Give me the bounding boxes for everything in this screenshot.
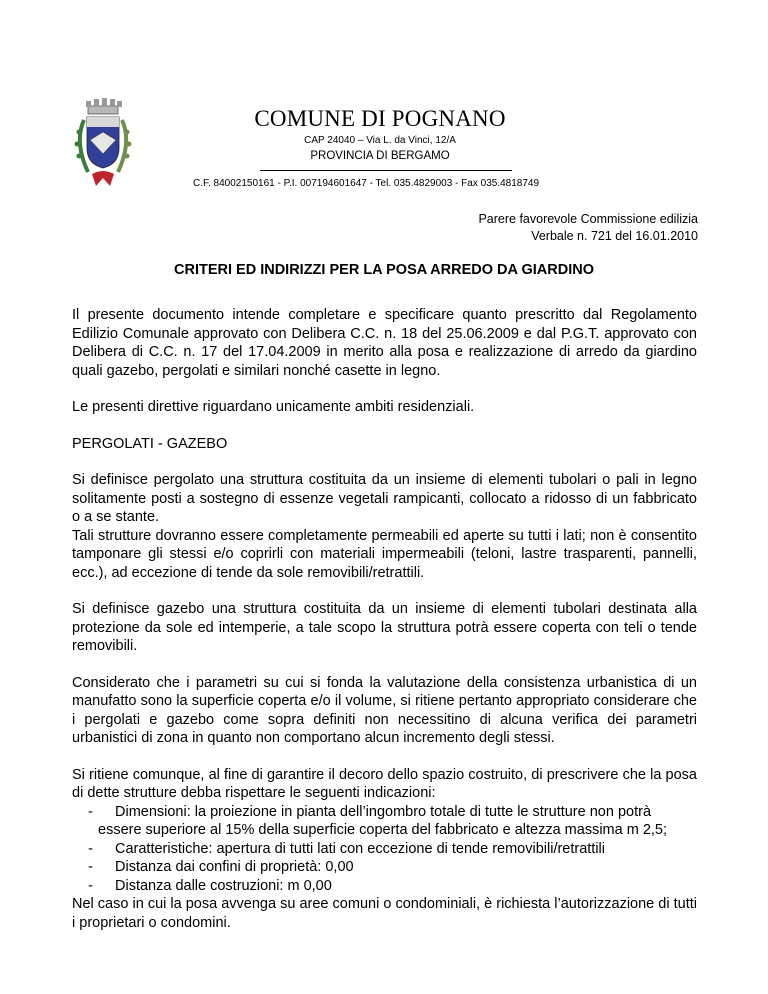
list-item bbox=[72, 803, 697, 822]
approval-note bbox=[478, 211, 698, 245]
list-item bbox=[72, 840, 697, 859]
pergolato-rules: Tali strutture dovranno essere completamente permeabili ed aperte su tutti i lati; non è consentito tamponare gli stessi e/o coprirli con materiali impermeabili (teloni, lastre trasparenti, pannelli, ecc.), ad eccezione di tende da sole removibili/retrattili. bbox=[72, 527, 697, 581]
list-item bbox=[72, 877, 697, 896]
list-bullet: - bbox=[88, 859, 93, 875]
document-body bbox=[72, 285, 697, 932]
municipality-address: CAP 24040 – Via L. da Vinci, 12/A bbox=[304, 135, 456, 146]
list-item-text: Caratteristiche: apertura di tutti lati con eccezione di tende removibili/retrattili bbox=[115, 840, 606, 857]
list-bullet: - bbox=[88, 877, 93, 894]
approval-line-2: Verbale n. 721 del 16.01.2010 bbox=[531, 229, 698, 243]
pergolato-definition: Si definisce pergolato una struttura costituita da un insieme di elementi tubolari o pali in legno solitamente posti a sostegno di essenze vegetali rampicanti, collocato a ridosso di un fabbricato o a se stante. bbox=[72, 472, 697, 525]
document-heading: CRITERI ED INDIRIZZI PER LA POSA ARREDO DA GIARDINO bbox=[174, 262, 594, 278]
approval-line-1: Parere favorevole Commissione edilizia bbox=[478, 212, 698, 226]
gazebo-definition: Si definisce gazebo una struttura costituita da un insieme di elementi tubolari destinata alla protezione da sole ed intemperie, a tale scopo la struttura potrà essere coperta con teli o tende removibili. bbox=[72, 601, 697, 654]
ritiene-paragraph: Si ritiene comunque, al fine di garantire il decoro dello spazio costruito, di prescrivere che la posa di dette strutture debba rispettare le seguenti indicazioni: bbox=[72, 766, 697, 801]
section-title: PERGOLATI - GAZEBO bbox=[72, 435, 228, 452]
province-name: PROVINCIA DI BERGAMO bbox=[310, 150, 450, 162]
list-bullet: - bbox=[88, 840, 93, 857]
list-bullet: - bbox=[88, 803, 93, 820]
header-divider bbox=[260, 170, 512, 171]
scope-paragraph: Le presenti direttive riguardano unicamente ambiti residenziali. bbox=[72, 399, 475, 415]
coat-of-arms-icon bbox=[70, 98, 136, 190]
closing-paragraph: Nel caso in cui la posa avvenga su aree comuni o condominiali, è richiesta l’autorizzazione di tutti i proprietari o condomini. bbox=[72, 896, 697, 931]
list-item-text: Distanza dai confini di proprietà: 0,00 bbox=[115, 859, 354, 875]
fiscal-info: C.F. 84002150161 - P.I. 007194601647 - Tel. 035.4829003 - Fax 035.4818749 bbox=[193, 178, 540, 189]
list-item-text: Dimensioni: la proiezione in pianta dell’ingombro totale di tutte le strutture non potrà bbox=[115, 803, 652, 820]
intro-paragraph: Il presente documento intende completare e specificare quanto prescritto dal Regolamento Edilizio Comunale approvato con Delibera C.C. n. 18 del 25.06.2009 e dal P.G.T. approvato con Delibera di C.C. n. 17 del 17.04.2009 in merito alla posa e realizzazione di arredo da giardino quali gazebo, pergolati e similari nonché casette in legno. bbox=[72, 307, 697, 379]
considerato-paragraph: Considerato che i parametri su cui si fonda la valutazione della consistenza urbanistica di un manufatto sono la superficie coperta e/o il volume, si ritiene pertanto appropriato considerare che i pergolati e gazebo come sopra definiti non necessitino di alcuna verifica dei parametri urbanistici di zona in quanto non comportano alcun incremento degli stessi. bbox=[72, 674, 697, 746]
list-item bbox=[72, 858, 697, 877]
list-item-continuation: essere superiore al 15% della superficie coperta del fabbricato e altezza massima m 2,5; bbox=[98, 822, 668, 838]
list-item-text: Distanza dalle costruzioni: m 0,00 bbox=[115, 877, 332, 894]
municipality-title: COMUNE DI POGNANO bbox=[254, 106, 506, 131]
